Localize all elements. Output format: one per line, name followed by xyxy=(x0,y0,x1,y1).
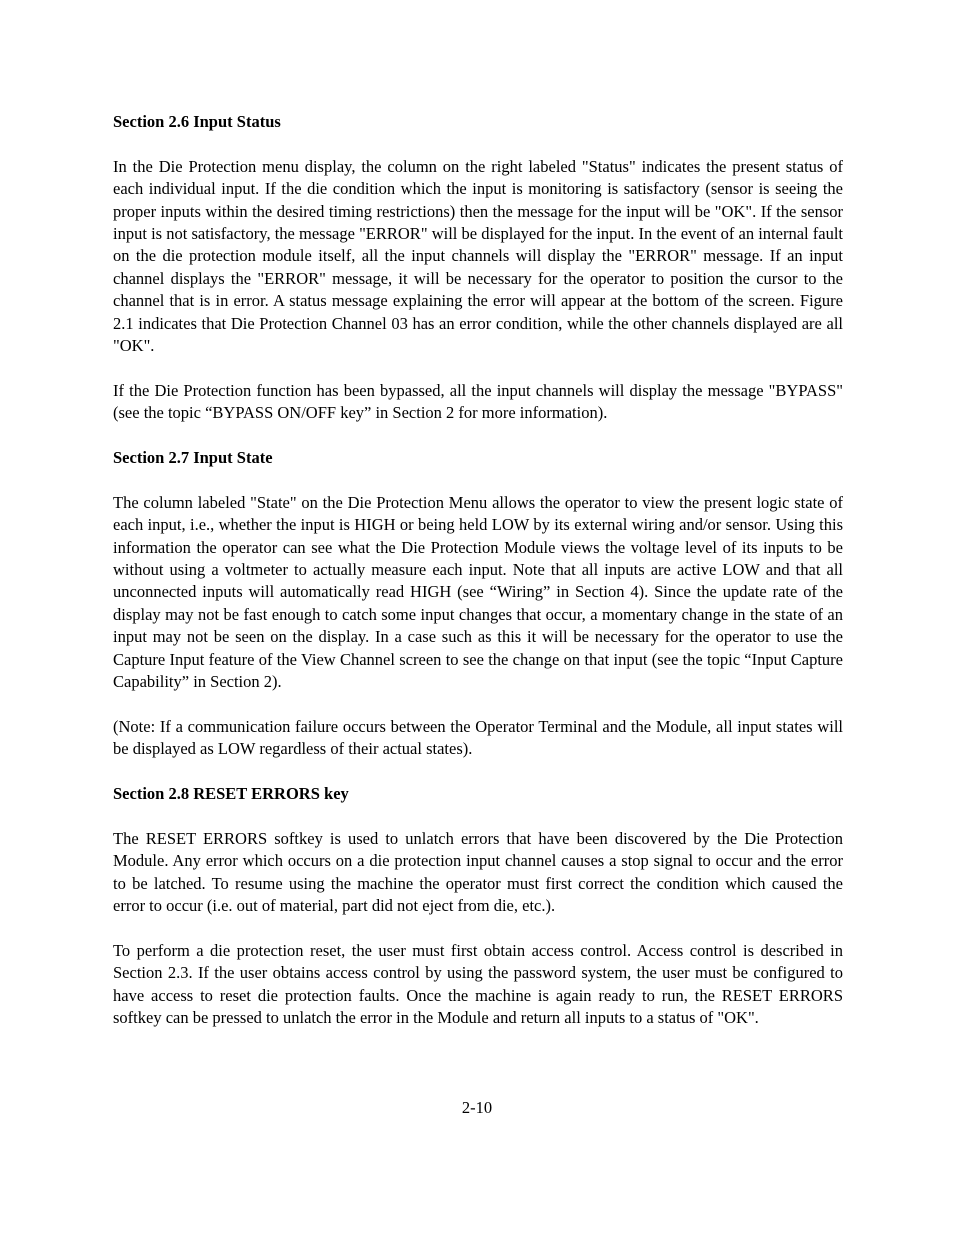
reset-errors-paragraph-1: The RESET ERRORS softkey is used to unlatch errors that have been discovered by the Die Protection Module. Any error which occurs on a die protection input channel causes a stop signal to occur and the error to be latched. To resume using the machine the operator must first correct the condition which caused the error to occur (i.e. out of material, part did not eject from die, etc.). xyxy=(113,828,843,916)
input-state-paragraph-2: (Note: If a communication failure occurs between the Operator Terminal and the Module, all input states will be displayed as LOW regardless of their actual states). xyxy=(113,716,843,759)
page-content xyxy=(113,111,843,1030)
section-heading-reset-errors: Section 2.8 RESET ERRORS key xyxy=(113,784,349,804)
page-number: 2-10 xyxy=(461,1098,493,1117)
reset-errors-paragraph-2: To perform a die protection reset, the user must first obtain access control. Access control is described in Section 2.3. If the user obtains access control by using the password system, the user must be configured to have access to reset die protection faults. Once the machine is again ready to run, the RESET ERRORS softkey can be pressed to unlatch the error in the Module and return all inputs to a status of "OK". xyxy=(113,940,843,1028)
input-state-paragraph-1: The column labeled "State" on the Die Protection Menu allows the operator to view the present logic state of each input, i.e., whether the input is HIGH or being held LOW by its external wiring and/or sensor. Using this information the operator can see what the Die Protection Module views the voltage level of its inputs to be without using a voltmeter to actually measure each input. Note that all inputs are active LOW and that all unconnected inputs will automatically read HIGH (see “Wiring” in Section 4). Since the update rate of the display may not be fast enough to catch some input changes that occur, a momentary change in the state of an input may not be seen on the display. In a case such as this it will be necessary for the operator to use the Capture Input feature of the View Channel screen to see the change on that input (see the topic “Input Capture Capability” in Section 2). xyxy=(113,492,843,692)
section-heading-input-status: Section 2.6 Input Status xyxy=(113,112,281,131)
input-status-paragraph-1: In the Die Protection menu display, the column on the right labeled "Status" indicates the present status of each individual input. If the die condition which the input is monitoring is satisfactory (sensor is seeing the proper inputs within the desired timing restrictions) then the message for the input will be "OK". If the sensor input is not satisfactory, the message "ERROR" will be displayed for the input. In the event of an internal fault on the die protection module itself, all the input channels will display the "ERROR" message. If an input channel displays the "ERROR" message, it will be necessary for the operator to position the cursor to the channel that is in error. A status message explaining the error will appear at the bottom of the screen. Figure 2.1 indicates that Die Protection Channel 03 has an error condition, while the other channels displayed are all "OK". xyxy=(113,156,843,356)
section-heading-input-state: Section 2.7 Input State xyxy=(113,448,273,468)
input-status-paragraph-2: If the Die Protection function has been bypassed, all the input channels will display the message "BYPASS" (see the topic “BYPASS ON/OFF key” in Section 2 for more information). xyxy=(113,380,843,423)
